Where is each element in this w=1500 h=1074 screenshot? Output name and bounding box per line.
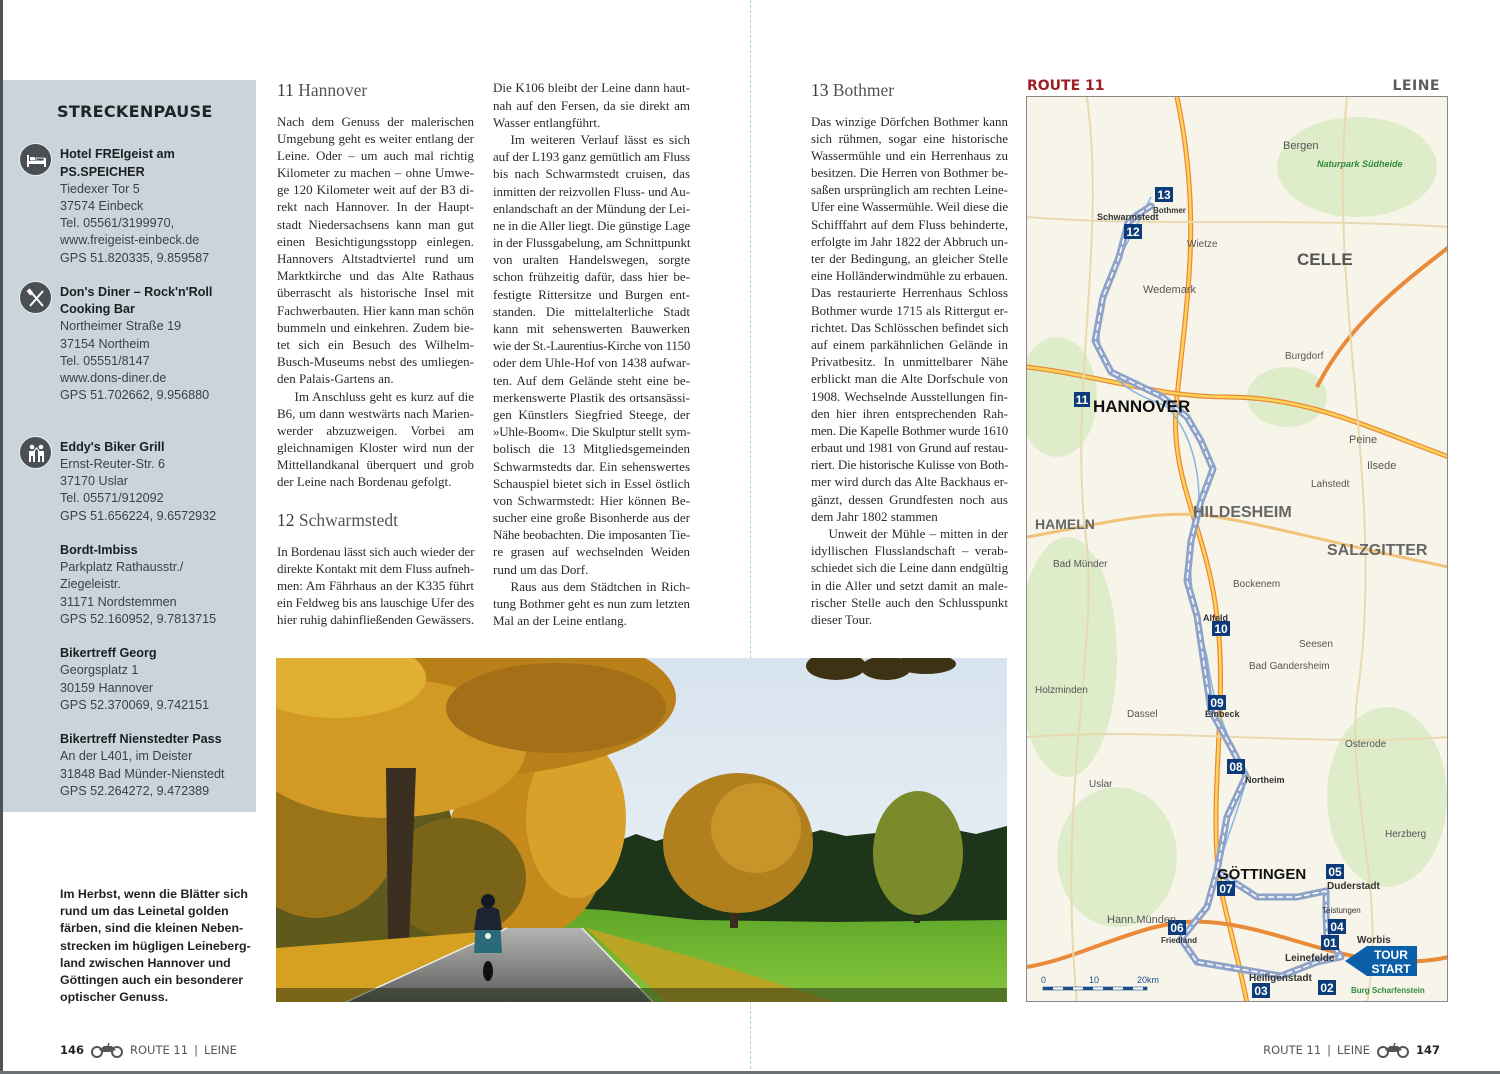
text-line: Mal an der Leine entlang.: [493, 613, 627, 629]
waypoint-01: [1321, 935, 1339, 950]
text-line: In Bordenau lässt sich auch wieder der: [277, 543, 475, 559]
svg-text:10: 10: [1214, 622, 1228, 636]
text-line: ne in die Aller liegt. Die günstige Lage: [493, 217, 691, 233]
text-line: wie der St.-Laurentius-Kirche von 1150: [493, 338, 691, 354]
waypoint-08: [1227, 759, 1245, 774]
text-line: Mittellandkanal überquert und grob: [277, 457, 474, 473]
entry-detail: 31171 Nordstemmen: [60, 594, 177, 609]
waypoint-04: [1328, 919, 1346, 934]
article-column-1: [277, 80, 474, 629]
text-line: idyllischen Flusslandschaft – verab-: [811, 543, 1008, 559]
entry-name: Bordt-Imbiss: [60, 543, 138, 558]
svg-text:SALZGITTER: SALZGITTER: [1327, 542, 1428, 559]
text-line: Privatbesitz. In unmittelbarer Nähe: [811, 354, 1008, 370]
photo-caption: [60, 886, 260, 1006]
text-line: von Schwarmstedt: Hier können Be-: [493, 492, 690, 508]
paragraph: [493, 79, 690, 131]
svg-text:01: 01: [1323, 936, 1337, 950]
text-line: direkte Kontakt mit dem Fluss aufneh-: [277, 560, 475, 576]
waypoint-13: [1155, 187, 1173, 202]
waypoint-05: [1326, 864, 1344, 879]
text-line: rekt nach Hannover. In der Haupt-: [277, 199, 474, 215]
svg-text:04: 04: [1330, 920, 1344, 934]
waypoint-03: [1252, 983, 1270, 998]
entry-detail: GPS 51.820335, 9.859587: [60, 250, 210, 265]
entry-name: Bikertreff Georg: [60, 646, 157, 661]
text-line: Leine. Oder – um auch mal richtig: [277, 147, 474, 163]
paragraph: [811, 113, 1008, 526]
text-line: Ufer eine Wassermühle. Weil diese die: [811, 199, 1009, 215]
entry-detail: 37170 Uslar: [60, 474, 128, 489]
caption-line: optischer Genuss.: [60, 990, 169, 1005]
sidebar-entry: [60, 542, 255, 628]
section-heading: [277, 510, 474, 531]
svg-text:02: 02: [1320, 981, 1334, 995]
entry-detail: GPS 52.160952, 9.7813715: [60, 611, 217, 626]
text-line: Schauspiel bietet sich in Essel östlich: [493, 475, 690, 491]
svg-text:Friedland: Friedland: [1161, 936, 1198, 945]
text-line: Marktkirche und das Alte Rathaus: [277, 268, 474, 284]
text-line: standen. Die mittelalterliche Stadt: [493, 303, 690, 319]
text-line: Nähe beobachten. Die imposanten Tie-: [493, 527, 690, 543]
svg-text:Worbis: Worbis: [1357, 935, 1391, 946]
text-line: oder dem Uhle-Hof von 1438 aufwar-: [493, 355, 691, 371]
section-number: 13: [811, 79, 829, 100]
text-line: den hier ihren entsprechenden Rah-: [811, 405, 1008, 421]
svg-text:11: 11: [1075, 393, 1089, 407]
svg-text:HILDESHEIM: HILDESHEIM: [1193, 504, 1292, 521]
svg-text:HANNOVER: HANNOVER: [1093, 397, 1191, 416]
text-line: den Palais-Gartens an.: [277, 371, 394, 387]
svg-text:Osterode: Osterode: [1345, 739, 1387, 750]
sidebar-entries: [60, 146, 255, 817]
svg-text:TOUR: TOUR: [1374, 948, 1408, 962]
waypoint-09: [1208, 695, 1226, 710]
paragraph: [493, 578, 690, 630]
text-line: werder abzuzweigen. Vorbei am: [277, 422, 474, 438]
text-line: enlandschaft an der Mündung der Lei-: [493, 200, 690, 216]
text-line: bis nach Schwarmstedt cruisen, das: [493, 166, 690, 182]
entry-detail: An der L401, im Deister: [60, 749, 193, 764]
text-line: Schwarmstedts dar. Ein sehenswertes: [493, 458, 690, 474]
text-line: Die K106 bleibt der Leine dann haut-: [493, 80, 690, 96]
entry-detail: Ziegeleistr.: [60, 577, 121, 592]
svg-text:Ilsede: Ilsede: [1367, 460, 1397, 472]
text-line: erfolgte im Jahr 1822 der Abbruch un-: [811, 233, 1009, 249]
text-line: B6, um dann westwärts nach Marien-: [277, 405, 474, 421]
text-line: hier ruhig dahinfließenden Gewässers.: [277, 612, 474, 628]
text-line: tet sich ein Besuch des Wilhelm-: [277, 336, 474, 352]
entry-detail: GPS 51.656224, 9.6572932: [60, 508, 217, 523]
entry-name: Hotel FREIgeist am: [60, 147, 175, 162]
section-heading: [277, 80, 474, 101]
caption-line: strecken im hügligen Leineberg-: [60, 938, 251, 953]
text-line: ein Feldweg bis ans lauschige Ufer des: [277, 595, 474, 611]
entry-name: Eddy's Biker Grill: [60, 439, 165, 454]
svg-text:Alfeld: Alfeld: [1203, 613, 1229, 623]
article-column-2: [493, 79, 690, 629]
sidebar-entry: [60, 284, 255, 404]
article-column-3: [811, 80, 1008, 629]
svg-text:Holzminden: Holzminden: [1035, 685, 1088, 696]
paragraph: [811, 525, 1008, 628]
svg-text:Seesen: Seesen: [1299, 639, 1333, 650]
svg-text:Wedemark: Wedemark: [1143, 284, 1196, 296]
svg-text:Hann.Münden: Hann.Münden: [1107, 914, 1177, 926]
section-title: Hannover: [298, 79, 368, 100]
entry-detail: Northeimer Straße 19: [60, 319, 182, 334]
paragraph: [277, 543, 474, 629]
footer-chapter: LEINE: [203, 1043, 237, 1057]
text-line: »Uhle-Boom«. Die Skulptur stellt sym-: [493, 424, 691, 440]
footer-section: ROUTE 11: [130, 1043, 189, 1057]
motorcycle-icon: [1376, 1042, 1410, 1058]
text-line: besitzen. Die Herren von Bothmer be-: [811, 165, 1008, 181]
entry-detail: 31848 Bad Münder-Nienstedt: [60, 766, 225, 781]
map-region-label: LEINE: [1392, 78, 1440, 94]
text-line: tung Bothmer geht es nun zum letzten: [493, 596, 690, 612]
entry-detail: Parkplatz Rathausstr./: [60, 560, 184, 575]
footer-separator: |: [1327, 1043, 1332, 1057]
sidebar-entry: [60, 645, 255, 714]
entry-detail: 30159 Hannover: [60, 680, 154, 695]
route-map-drawing: [1027, 97, 1448, 1002]
section-number: 12: [277, 509, 295, 530]
text-line: 1908. Wechselnde Ausstellungen fin-: [811, 388, 1008, 404]
motorcycle-icon: [90, 1042, 124, 1058]
text-line: inmitten der reizvollen Fluss- und Au-: [493, 183, 690, 199]
svg-text:07: 07: [1219, 882, 1233, 896]
footer-chapter: LEINE: [1337, 1043, 1370, 1057]
entry-detail: GPS 51.702662, 9.956880: [60, 388, 210, 403]
text-line: festigte Rittersitze und Burgen ent-: [493, 286, 690, 302]
text-line: überrascht als historische Insel mit: [277, 285, 474, 301]
waypoint-11: [1074, 392, 1090, 407]
entry-detail: www.freigeist-einbeck.de: [60, 233, 200, 248]
svg-text:10: 10: [1089, 975, 1100, 985]
text-line: von uralten Handelswegen, sorgte: [493, 252, 690, 268]
text-line: Wasser entlangführt.: [493, 114, 601, 130]
text-line: in die Aller und setzt damit an male-: [811, 577, 1008, 593]
svg-text:Heiligenstadt: Heiligenstadt: [1249, 973, 1312, 984]
svg-text:Leinefelde: Leinefelde: [1285, 953, 1335, 964]
text-line: merkenswerte Plastik des ortsansässi-: [493, 389, 690, 405]
text-line: ten. Auf dem Gelände steht eine be-: [493, 372, 690, 388]
section-title: Bothmer: [832, 79, 895, 100]
text-line: riert. Die historische Kulisse von Both-: [811, 457, 1009, 473]
text-line: ter der Bedingung, an gleicher Stelle: [811, 251, 1008, 266]
text-line: gänzt, dessen Grundfesten noch aus: [811, 491, 1008, 507]
svg-text:13: 13: [1157, 188, 1171, 202]
sidebar-entry: [60, 439, 255, 525]
entry-detail: Tel. 05561/3199970,: [60, 216, 175, 231]
text-line: Umgebung geht es weiter entlang der: [277, 130, 474, 146]
text-line: nah auf den Fersen, da sie direkt am: [493, 97, 690, 113]
footer-right: [1263, 1042, 1440, 1058]
text-line: stadt Niedersachsens kann man gut: [277, 216, 474, 232]
text-line: Wassermühle und ein Herrenhaus zu: [811, 147, 1008, 163]
entry-detail: 37574 Einbeck: [60, 199, 144, 213]
text-line: auf der L193 ganz gemütlich am Fluss: [493, 149, 691, 165]
entry-detail: Georgsplatz 1: [60, 663, 139, 678]
svg-text:Uslar: Uslar: [1089, 779, 1113, 790]
text-line: in der Flussgabelung, am Schnittpunkt: [493, 235, 691, 251]
caption-line: rund um das Leinetal golden: [60, 904, 229, 919]
svg-text:Wietze: Wietze: [1187, 239, 1218, 250]
waypoint-12: [1124, 224, 1142, 239]
text-line: bolisch die 13 Mitgliedsgemeinden: [493, 441, 690, 457]
page-number-right: 147: [1415, 1043, 1440, 1057]
bed-icon: [19, 143, 52, 176]
caption-line: Göttingen auch ein besonderer: [60, 973, 244, 988]
section-number: 11: [277, 79, 294, 100]
footer-separator: |: [194, 1043, 198, 1057]
fork-knife-icon: [19, 281, 52, 314]
svg-text:09: 09: [1210, 696, 1224, 710]
waypoint-07: [1217, 881, 1235, 896]
svg-text:Bad Gandersheim: Bad Gandersheim: [1249, 661, 1330, 672]
photo-illustration: [276, 658, 1007, 1002]
text-line: kann mit sehenswerten Bauwerken: [493, 321, 690, 337]
paragraph: [493, 131, 690, 578]
svg-text:Burgdorf: Burgdorf: [1285, 351, 1324, 362]
text-line: gen Künstlers Siegfried Steege, der: [493, 406, 690, 422]
svg-text:03: 03: [1254, 984, 1268, 998]
text-line: Schifffahrt auf dem Fluss behinderte,: [811, 216, 1008, 232]
caption-line: färben, sind die kleinen Neben-: [60, 921, 244, 936]
svg-text:Naturpark Südheide: Naturpark Südheide: [1317, 159, 1403, 169]
text-line: schiedet sich die Leine dann endgültig: [811, 560, 1008, 576]
text-line: schon frühzeitig dafür, dass hier be-: [493, 269, 690, 285]
svg-text:Dassel: Dassel: [1127, 709, 1158, 720]
svg-text:Bockenem: Bockenem: [1233, 579, 1281, 590]
map-route-label: ROUTE 11: [1027, 78, 1105, 94]
svg-text:06: 06: [1170, 921, 1184, 935]
svg-text:CELLE: CELLE: [1297, 250, 1353, 269]
text-line: men. Die Kapelle Bothmer wurde 1610: [811, 422, 1009, 438]
svg-text:START: START: [1371, 962, 1411, 976]
text-line: dem Jahr 1802 stammen: [811, 508, 938, 524]
entry-detail: Ernst-Reuter-Str. 6: [60, 457, 165, 472]
text-line: rischer Stelle auch den Schlusspunkt: [811, 594, 1008, 610]
entry-detail: www.dons-diner.de: [60, 371, 167, 386]
text-line: men: Am Fährhaus an der K335 führt: [277, 578, 474, 593]
text-line: ge 120 Kilometer weit auf der B3 di-: [277, 182, 474, 198]
text-line: erblickt man die Alte Dorfschule von: [811, 371, 1008, 387]
footer-left: [60, 1042, 237, 1058]
text-line: richtet. Das Schlösschen befindet sich: [811, 319, 1009, 335]
entry-detail: GPS 52.264272, 9.472389: [60, 783, 210, 798]
svg-text:GÖTTINGEN: GÖTTINGEN: [1217, 866, 1307, 883]
text-line: sich rühmen, sogar eine historische: [811, 130, 1008, 146]
svg-text:HAMELN: HAMELN: [1035, 516, 1095, 532]
svg-text:Bothmer: Bothmer: [1153, 206, 1186, 215]
entry-name: Cooking Bar: [60, 302, 135, 317]
autumn-motorcycle-photo: [276, 658, 1007, 1002]
text-line: saßen ursprünglich am rechten Leine-: [811, 182, 1008, 198]
footer-section: ROUTE 11: [1263, 1043, 1322, 1057]
text-line: Unweit der Mühle – mitten in der: [828, 526, 1008, 541]
svg-text:Bergen: Bergen: [1283, 140, 1319, 152]
text-line: der Leine nach Bordenau gefolgt.: [277, 474, 452, 490]
text-line: Raus aus dem Städtchen in Rich-: [510, 578, 690, 594]
svg-text:Burg Scharfenstein: Burg Scharfenstein: [1351, 986, 1425, 995]
entry-detail: GPS 52.370069, 9.742151: [60, 697, 210, 712]
text-line: Busch-Museums nebst des umliegen-: [277, 354, 474, 370]
svg-text:12: 12: [1126, 225, 1140, 239]
svg-text:Peine: Peine: [1349, 434, 1378, 446]
caption-line: Im Herbst, wenn die Blätter sich: [60, 887, 248, 901]
svg-text:Einbeck: Einbeck: [1205, 709, 1240, 719]
bikers-meeting-icon: [19, 436, 52, 469]
route-map: [1026, 96, 1448, 1002]
waypoint-02: [1318, 980, 1336, 995]
page-number-left: 146: [60, 1043, 85, 1057]
text-line: re grasen auf wechselnden Weiden: [493, 544, 690, 560]
svg-text:0: 0: [1041, 975, 1047, 985]
entry-detail: Tiedexer Tor 5: [60, 181, 140, 196]
svg-text:08: 08: [1229, 760, 1243, 774]
paragraph: [277, 388, 474, 491]
entry-detail: 37154 Northeim: [60, 336, 150, 351]
text-line: auf einem parkähnlichen Gelände in: [811, 336, 1008, 352]
svg-text:Northeim: Northeim: [1245, 775, 1285, 785]
sidebar-entry: [60, 146, 255, 266]
entry-detail: Tel. 05551/8147: [60, 353, 150, 368]
text-line: Nach dem Genuss der malerischen: [277, 113, 474, 129]
entry-name: Bikertreff Nienstedter Pass: [60, 732, 222, 747]
text-line: sucher eine große Bisonherde aus der: [493, 510, 690, 526]
text-line: bummeln und einkehren. Zudem bie-: [277, 319, 474, 335]
section-heading: [811, 80, 1008, 101]
entry-name: Don's Diner – Rock'n'Roll: [60, 285, 213, 299]
text-line: eine Holländerwindmühle zu erbauen.: [811, 268, 1008, 284]
text-line: Im Anschluss geht es kurz auf die: [294, 388, 474, 404]
sidebar-title: STRECKENPAUSE: [57, 102, 213, 121]
svg-text:Teistungen: Teistungen: [1322, 906, 1361, 915]
entry-name: PS.SPEICHER: [60, 164, 145, 179]
paragraph: [277, 113, 474, 388]
sidebar-entry: [60, 731, 255, 800]
svg-text:Herzberg: Herzberg: [1385, 829, 1427, 840]
section-title: Schwarmstedt: [298, 509, 399, 530]
text-line: Das winzige Dörfchen Bothmer kann: [811, 113, 1008, 129]
text-line: Fachwerbauten. Hier kann man schön: [277, 302, 474, 318]
svg-text:05: 05: [1328, 865, 1342, 879]
text-line: einen Besichtigungsstopp einlegen.: [277, 233, 474, 249]
text-line: Kilometer zu machen – ohne Umwe-: [277, 165, 474, 181]
svg-text:Lahstedt: Lahstedt: [1311, 479, 1350, 490]
svg-text:20km: 20km: [1137, 975, 1160, 985]
svg-text:Duderstadt: Duderstadt: [1327, 881, 1380, 892]
text-line: rund um das Dorf.: [493, 561, 589, 577]
text-line: erbaut und 1981 von Grund auf restau-: [811, 440, 1009, 456]
text-line: gleichnamigen Kloster wird nun der: [277, 440, 474, 456]
text-line: Das restaurierte Herrenhaus Schloss: [811, 285, 1008, 301]
entry-detail: Tel. 05571/912092: [60, 491, 164, 506]
caption-line: land zwischen Hannover und: [60, 955, 231, 970]
text-line: Hannovers Altstadtviertel rund um: [277, 251, 474, 266]
text-line: Bothmer wurde 1715 als Rittergut er-: [811, 302, 1008, 318]
text-line: dieser Tour.: [811, 611, 872, 627]
text-line: Im weiteren Verlauf lässt es sich: [510, 131, 690, 147]
svg-text:Schwarmstedt: Schwarmstedt: [1097, 212, 1159, 222]
svg-text:Bad Münder: Bad Münder: [1053, 559, 1108, 570]
text-line: mer wird durch das Alte Backhaus er-: [811, 474, 1008, 490]
waypoint-10: [1212, 621, 1230, 636]
